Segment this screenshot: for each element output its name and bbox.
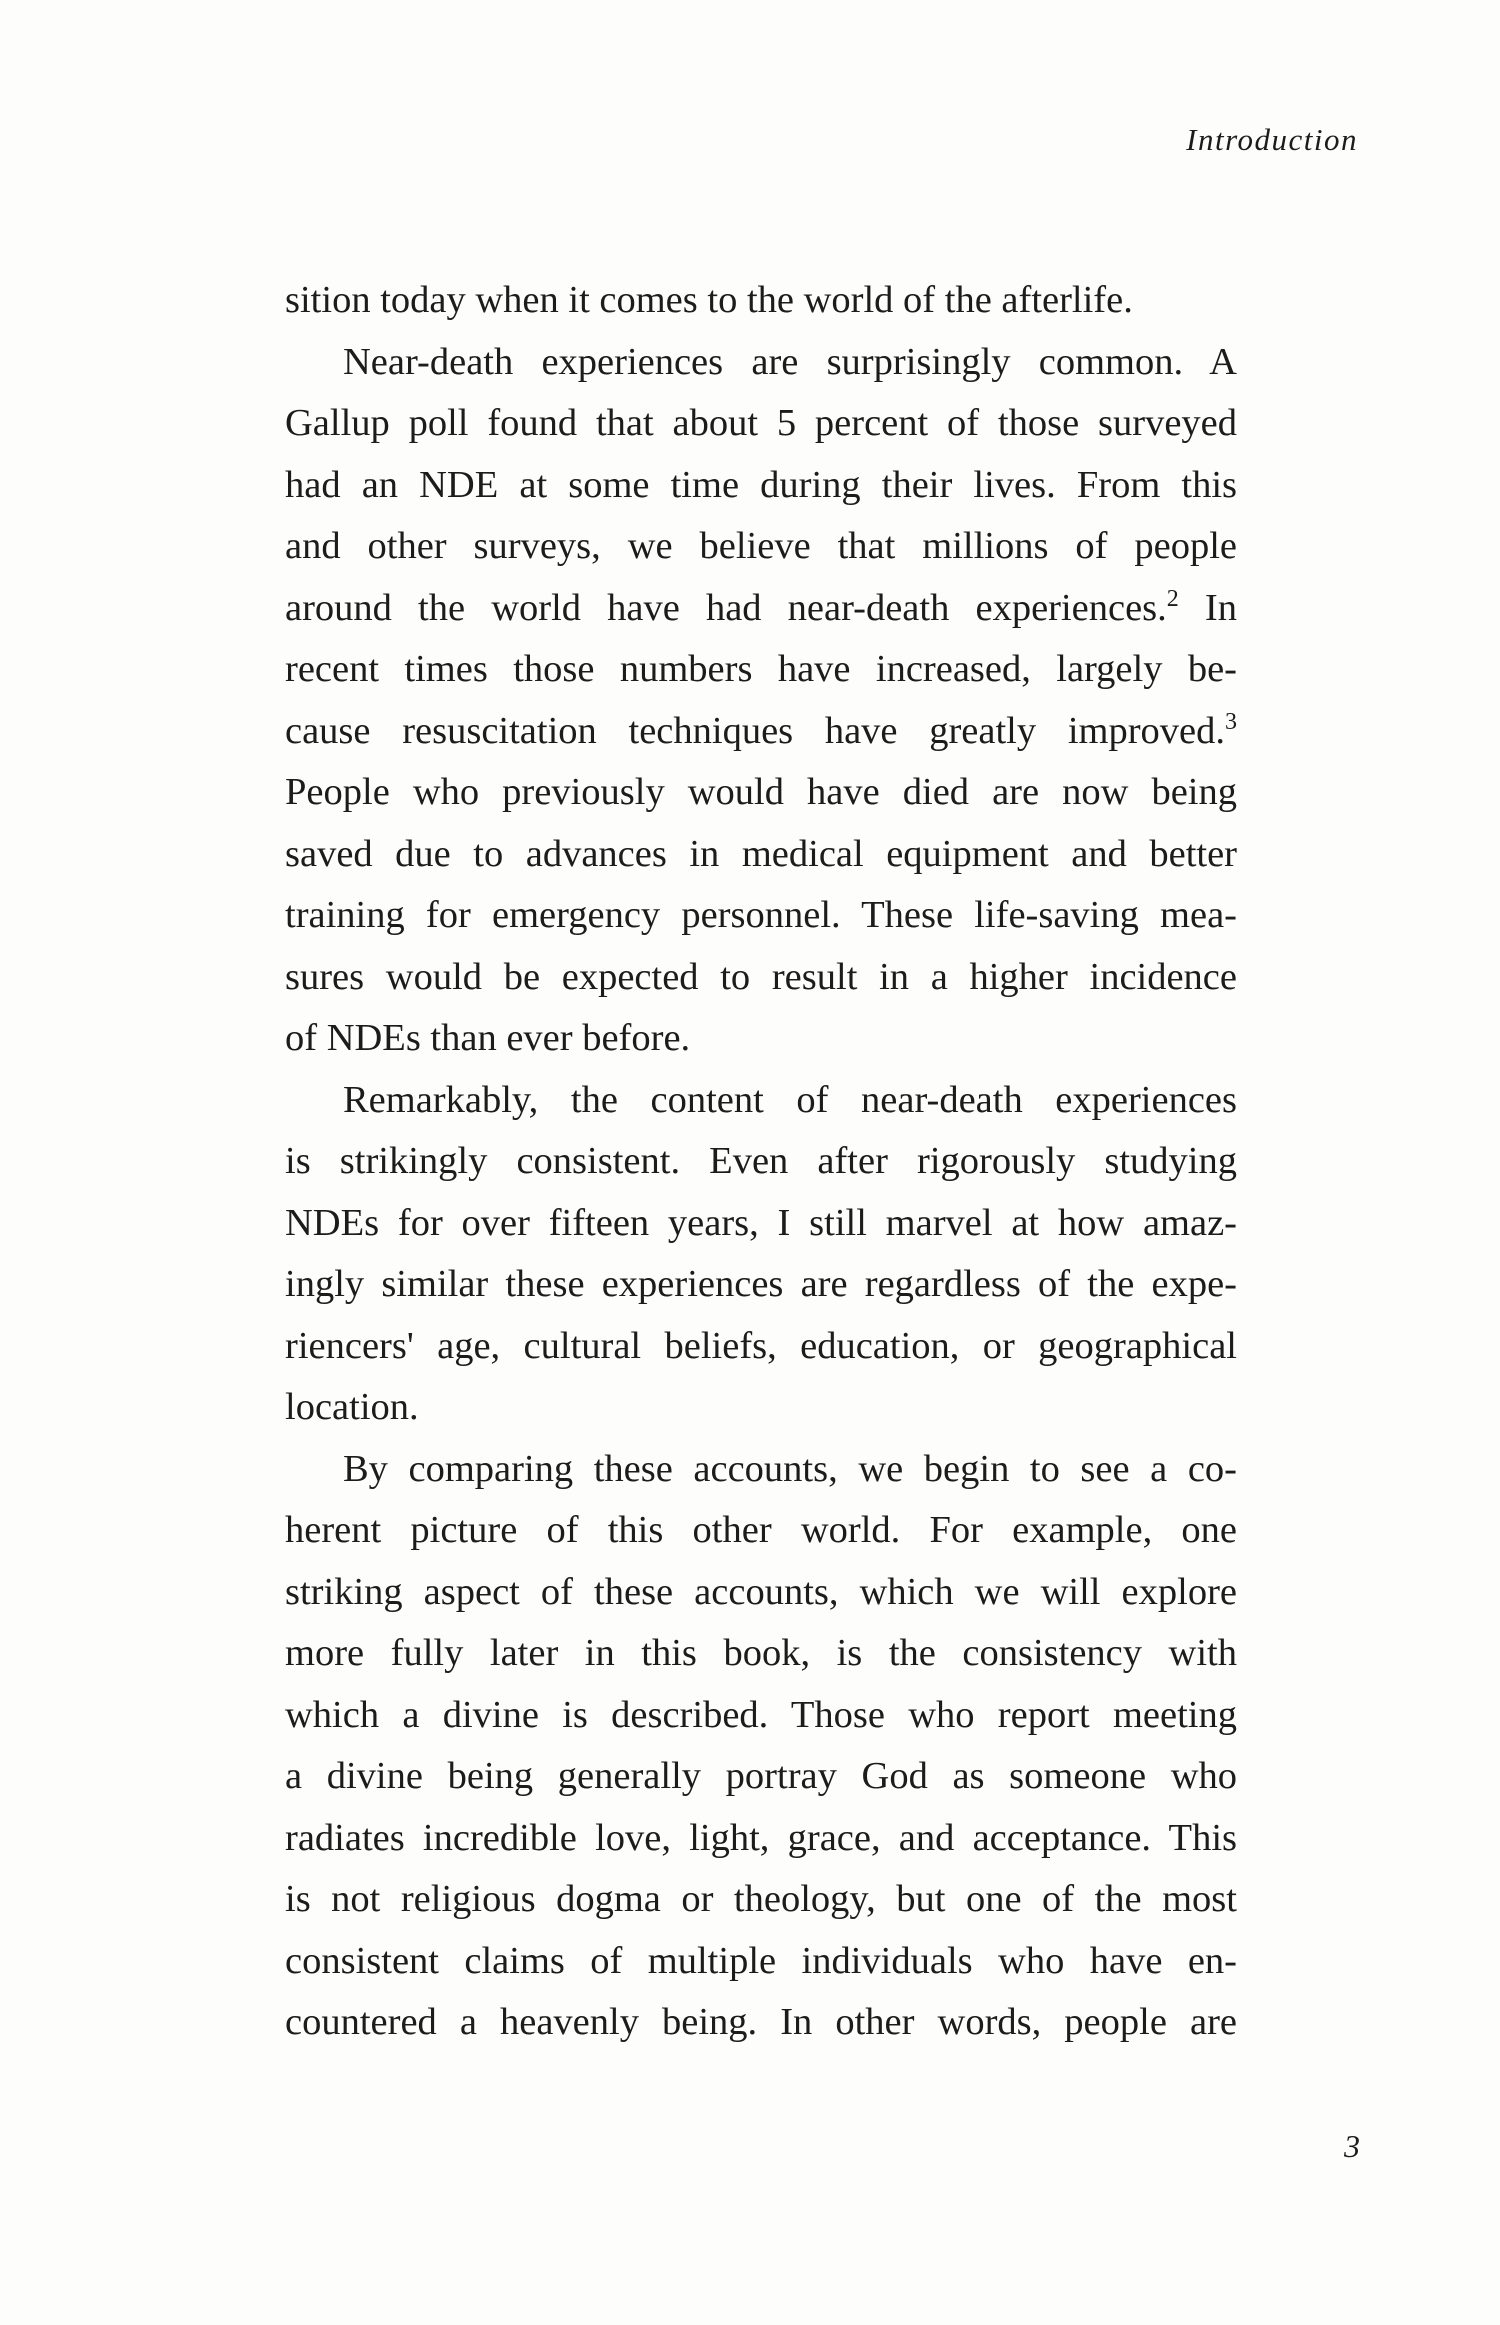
line-text: striking aspect of these accounts, which we will explore xyxy=(285,1570,1237,1613)
line-text: radiates incredible love, light, grace, and acceptance. This xyxy=(285,1816,1237,1859)
text-line xyxy=(285,1808,1237,1870)
line-text: recent times those numbers have increased, largely be- xyxy=(285,648,1237,690)
text-line xyxy=(285,1623,1237,1685)
text-line xyxy=(285,701,1237,763)
body-text xyxy=(285,270,1237,2054)
text-line xyxy=(285,1992,1237,2054)
line-text: a divine being generally portray God as someone who xyxy=(285,1755,1237,1797)
line-text: Remarkably, the content of near-death experiences xyxy=(343,1078,1237,1121)
line-text: Gallup poll found that about 5 percent of those surveyed xyxy=(285,402,1237,444)
footnote-marker: 3 xyxy=(1225,708,1237,735)
text-line xyxy=(285,1562,1237,1624)
line-text: which a divine is described. Those who report meeting xyxy=(285,1693,1237,1736)
text-line xyxy=(285,1070,1237,1132)
line-text: training for emergency personnel. These life-saving mea- xyxy=(285,894,1237,936)
text-line xyxy=(285,393,1237,455)
line-text: NDEs for over fifteen years, I still marvel at how amaz- xyxy=(285,1201,1237,1244)
text-line xyxy=(285,455,1237,517)
line-text: Near-death experiences are surprisingly common. A xyxy=(343,340,1237,383)
line-text: herent picture of this other world. For example, one xyxy=(285,1509,1237,1551)
text-line xyxy=(285,947,1237,1009)
text-line xyxy=(285,1131,1237,1193)
line-text: cause resuscitation techniques have greatly improved. xyxy=(285,709,1225,752)
paragraph xyxy=(285,332,1237,1070)
text-line xyxy=(285,578,1237,640)
paragraph xyxy=(285,1070,1237,1439)
line-text: had an NDE at some time during their lives. From this xyxy=(285,463,1237,506)
text-line xyxy=(285,639,1237,701)
text-line xyxy=(285,516,1237,578)
text-line xyxy=(285,1931,1237,1993)
text-line xyxy=(285,885,1237,947)
line-text: of NDEs than ever before. xyxy=(285,1017,691,1059)
text-line xyxy=(285,1746,1237,1808)
text-line xyxy=(285,1254,1237,1316)
line-text: People who previously would have died are now being xyxy=(285,771,1237,813)
text-line xyxy=(285,1500,1237,1562)
text-line xyxy=(285,1377,1237,1439)
text-line xyxy=(285,1685,1237,1747)
page-number: 3 xyxy=(1344,2128,1360,2164)
line-text: location. xyxy=(285,1386,419,1428)
line-text: riencers' age, cultural beliefs, education, or geographical xyxy=(285,1324,1237,1367)
line-text: countered a heavenly being. In other words, people are xyxy=(285,2001,1237,2043)
text-line xyxy=(285,270,1237,332)
text-line xyxy=(285,762,1237,824)
text-line xyxy=(285,1316,1237,1378)
line-text: consistent claims of multiple individuals who have en- xyxy=(285,1939,1237,1982)
text-line xyxy=(285,1008,1237,1070)
line-text: is not religious dogma or theology, but one of the most xyxy=(285,1878,1237,1920)
running-head: Introduction xyxy=(1186,122,1358,157)
line-text: ingly similar these experiences are regardless of the expe- xyxy=(285,1263,1237,1305)
line-text: around the world have had near-death experiences. xyxy=(285,586,1167,629)
text-line xyxy=(285,1193,1237,1255)
line-text: more fully later in this book, is the consistency with xyxy=(285,1632,1237,1674)
line-text: and other surveys, we believe that millions of people xyxy=(285,525,1237,567)
line-text: In xyxy=(1178,586,1237,629)
line-text: sition today when it comes to the world of the afterlife. xyxy=(285,279,1133,321)
line-text: By comparing these accounts, we begin to see a co- xyxy=(343,1447,1237,1490)
text-line xyxy=(285,1869,1237,1931)
text-line xyxy=(285,1439,1237,1501)
paragraph xyxy=(285,1439,1237,2054)
line-text: sures would be expected to result in a higher incidence xyxy=(285,955,1237,998)
line-text: saved due to advances in medical equipment and better xyxy=(285,832,1237,875)
text-line xyxy=(285,332,1237,394)
text-line xyxy=(285,824,1237,886)
paragraph xyxy=(285,270,1237,332)
line-text: is strikingly consistent. Even after rigorously studying xyxy=(285,1140,1237,1182)
footnote-marker: 2 xyxy=(1166,585,1179,612)
